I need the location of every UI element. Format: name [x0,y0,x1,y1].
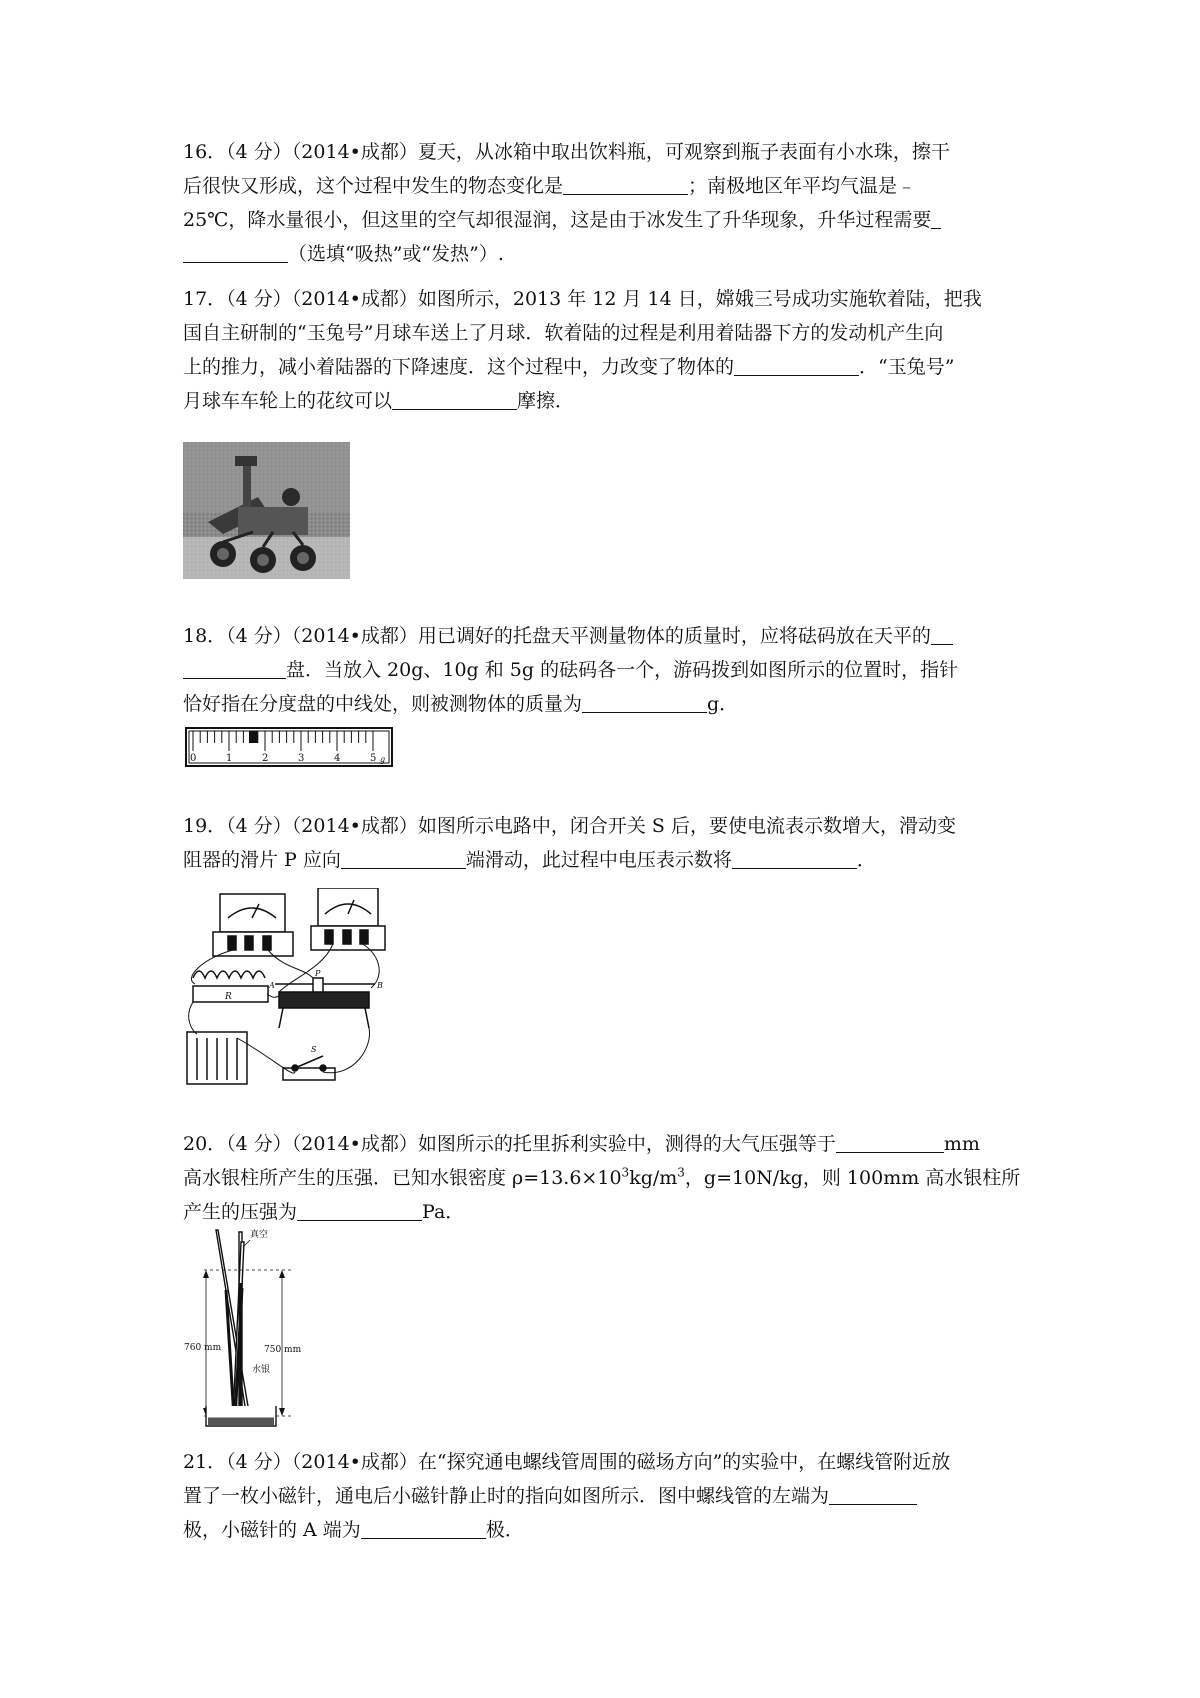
q17-text-5: 月球车车轮上的花纹可以 [183,390,393,412]
ruler-label-3: 3 [298,753,305,764]
torricelli-figure [184,1228,324,1428]
q20-exp-2: 3 [677,1165,685,1180]
q20-text-3: 高水银柱所产生的压强．已知水银密度 ρ=13.6×10 [183,1167,622,1189]
q21-blank-1a[interactable] [829,1484,917,1505]
circuit-label-b: B [377,981,383,990]
q17-text-3: 上的推力，减小着陆器的下降速度．这个过程中，力改变了物体的 [183,356,735,378]
q16-text-1: 16．（4 分）（2014•成都）夏天，从冰箱中取出饮料瓶，可观察到瓶子表面有小水珠，擦干 [183,141,950,163]
q17-blank-2[interactable] [392,389,517,410]
q21-text-4: 极． [485,1519,524,1541]
moon-rover-figure [183,442,350,579]
label-vacuum: 真空 [250,1230,269,1240]
q18-text-1: 18．（4 分）（2014•成都）用已调好的托盘天平测量物体的质量时，应将砝码放在天平的 [183,625,931,647]
circuit-label-a: A [269,981,275,990]
question-18 [183,619,1023,721]
label-mercury: 水银 [252,1365,271,1375]
q18-text-4: g． [707,693,739,715]
question-20 [183,1127,1023,1229]
question-16 [183,135,1023,271]
q20-text-7: Pa． [422,1201,465,1223]
q17-text-1: 17．（4 分）（2014•成都）如图所示，2013 年 12 月 14 日，嫦娥三号成功实施软着陆，把我 [183,288,982,310]
q21-blank-2[interactable] [361,1518,486,1539]
q18-blank-1b[interactable] [183,658,286,679]
ruler-label-g: g [380,755,386,764]
ruler-label-4: 4 [334,753,341,764]
q17-text-4: ．“玉兔号” [859,356,955,378]
circuit-label-p: P [315,969,321,978]
ruler-label-5: 5 [370,753,377,764]
q20-text-5: ，g=10N/kg，则 100mm 高水银柱所 [684,1167,1021,1189]
ruler-label-0: 0 [190,753,197,764]
q19-text-4: ． [856,849,876,871]
q16-blank-2b[interactable] [183,242,288,263]
ruler-label-2: 2 [262,753,269,764]
q17-text-2: 国自主研制的“玉兔号”月球车送上了月球．软着陆的过程是利用着陆器下方的发动机产生向 [183,322,944,344]
label-760mm: 760 mm [184,1343,222,1353]
question-21 [183,1445,1023,1547]
q18-blank-2[interactable] [582,692,707,713]
q19-text-3: 端滑动，此过程中电压表示数将 [465,849,732,871]
question-17 [183,282,1023,418]
q18-text-3: 恰好指在分度盘的中线处，则被测物体的质量为 [183,693,583,715]
q20-blank-1[interactable] [836,1132,944,1153]
q16-text-5: （选填“吸热”或“发热”）. [288,243,504,265]
q19-text-2: 阻器的滑片 P 应向 [183,849,341,871]
question-19 [183,809,1023,877]
balance-ruler-figure [185,726,395,768]
circuit-figure [183,888,388,1088]
q17-text-6: 摩擦． [517,390,575,412]
q16-text-2: 后很快又形成，这个过程中发生的物态变化是 [183,175,564,197]
q18-blank-1a[interactable] [931,624,953,645]
q16-text-4: 25℃，降水量很小，但这里的空气却很湿润，这是由于冰发生了升华现象，升华过程需要 [183,209,932,231]
q17-blank-1[interactable] [734,355,859,376]
q16-blank-1[interactable] [563,174,688,195]
q21-text-3: 极，小磁针的 A 端为 [183,1519,361,1541]
q20-text-6: 产生的压强为 [183,1201,298,1223]
q18-text-2: 盘．当放入 20g、10g 和 5g 的砝码各一个，游码拨到如图所示的位置时，指针 [286,659,959,681]
q20-text-1: 20．（4 分）（2014•成都）如图所示的托里拆利实验中，测得的大气压强等于 [183,1133,836,1155]
circuit-label-s: S [311,1045,317,1054]
q20-exp-1: 3 [621,1165,630,1180]
q16-text-3: ；南极地区年平均气温是﹣ [688,175,917,197]
circuit-label-r: R [225,992,232,1002]
ruler-label-1: 1 [226,753,233,764]
q16-blank-2a[interactable] [931,208,941,229]
q19-text-1: 19．（4 分）（2014•成都）如图所示电路中，闭合开关 S 后，要使电流表示数增大，滑动变 [183,815,956,837]
label-750mm: 750 mm [264,1345,302,1355]
q19-blank-1[interactable] [341,848,466,869]
q21-text-1: 21．（4 分）（2014•成都）在“探究通电螺线管周围的磁场方向”的实验中，在螺线管附近放 [183,1451,951,1473]
q21-text-2: 置了一枚小磁针，通电后小磁针静止时的指向如图所示．图中螺线管的左端为 [183,1485,830,1507]
q20-text-2: mm [943,1133,980,1155]
q19-blank-2[interactable] [732,848,857,869]
q20-blank-2[interactable] [297,1200,422,1221]
q20-text-4: kg/m [629,1167,678,1189]
